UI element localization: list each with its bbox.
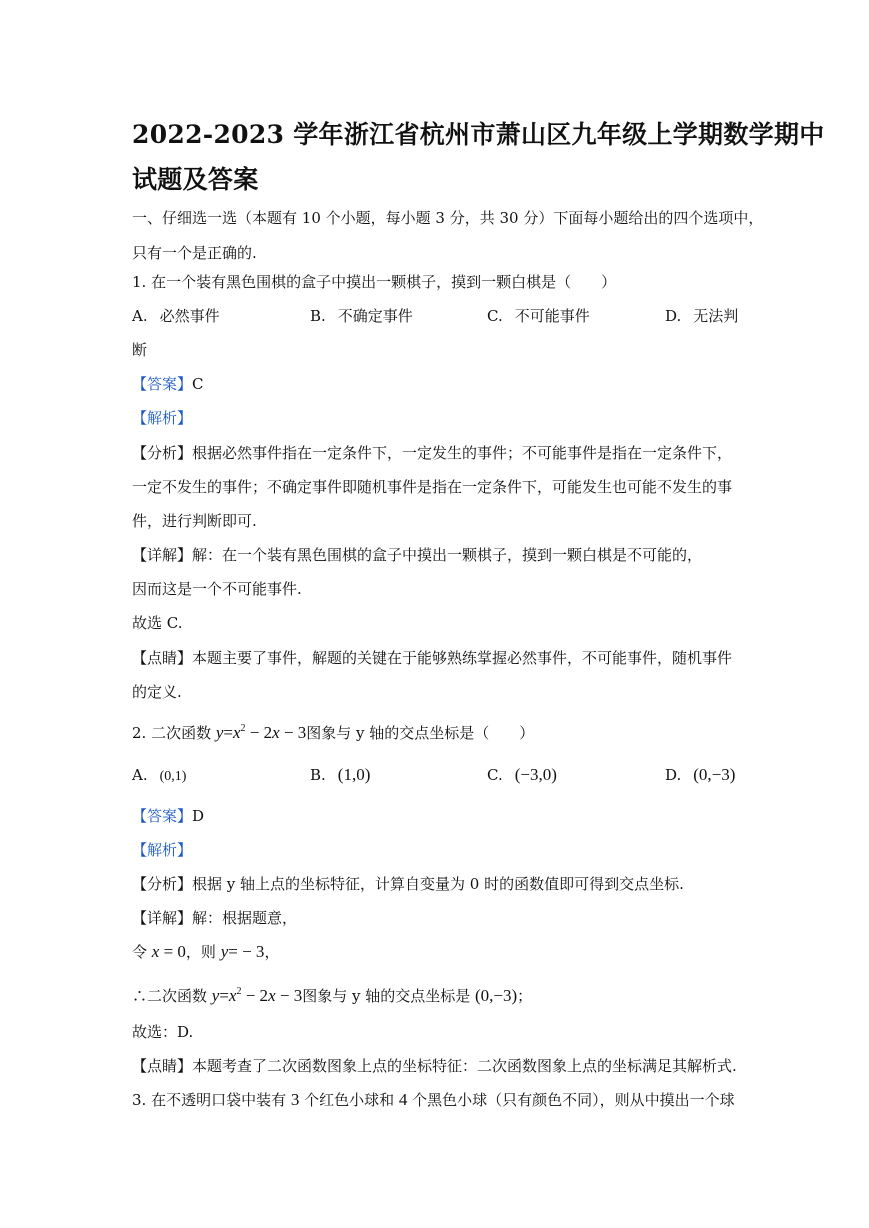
q2-xiangjie-text-1: 解：根据题意，: [192, 909, 298, 927]
document-title-line-2: 试题及答案: [132, 165, 259, 194]
q2-option-a-text: (0,1): [159, 769, 187, 784]
q2-therefore-prefix: ∴二次函数: [132, 987, 212, 1005]
q1-option-b: [310, 306, 413, 326]
q2-answer: [132, 806, 204, 826]
q2-let-x-val: = 0: [159, 942, 186, 961]
q2-option-a: [132, 765, 186, 787]
q2-stem-prefix: 2. 二次函数: [132, 724, 216, 742]
q2-therefore-coord: (0,−3): [474, 986, 518, 1005]
q2-analysis-tag: 【解析】: [132, 841, 193, 859]
q1-fenxi-tag: 【分析】: [132, 444, 193, 462]
q2-therefore-func-y: y: [211, 986, 220, 1005]
q2-option-b-text: (1,0): [337, 765, 371, 784]
q2-let-y-expr: [221, 942, 265, 961]
section-intro-line-1: 一、仔细选一选（本题有 10 个小题，每小题 3 分，共 30 分）下面每小题给出的四个选项中，: [132, 209, 764, 227]
q2-stem-suffix: 图象与 y 轴的交点坐标是（ ）: [306, 724, 535, 742]
q2-xiangjie-line-1: [132, 908, 297, 928]
q1-analysis-tag: 【解析】: [132, 409, 193, 427]
q3-red-count: 3: [290, 1090, 300, 1109]
q2-let-y: y: [220, 942, 229, 961]
q2-func-exp: 2: [240, 723, 246, 734]
q2-func-x: x: [233, 723, 241, 742]
q2-option-d: [665, 765, 735, 785]
q2-option-d-text: (0,−3): [693, 765, 736, 784]
q2-therefore-mid: 图象与 y 轴的交点坐标是: [302, 987, 475, 1005]
q1-dianjing-tag: 【点睛】: [132, 649, 193, 667]
q2-option-c-text: (−3,0): [514, 765, 557, 784]
q2-therefore-suffix: ；: [517, 987, 533, 1005]
q1-dianjing-line-1: [132, 648, 732, 668]
q2-xiangjie-tag: 【详解】: [132, 909, 193, 927]
q1-option-a: [132, 306, 220, 326]
q3-stem-mid: 个红色小球和: [299, 1091, 399, 1109]
q2-dianjing-tag: 【点睛】: [132, 1057, 193, 1075]
q2-let-suffix: ，: [264, 943, 280, 961]
q2-answer-tag: 【答案】: [132, 807, 193, 825]
q1-option-a-label: A.: [132, 307, 148, 325]
q1-option-c-text: 不可能事件: [514, 307, 590, 325]
document-title-line-1: 2022-2023 学年浙江省杭州市萧山区九年级上学期数学期中: [132, 120, 825, 149]
q2-therefore-func-exp: 2: [236, 986, 242, 997]
q3-black-count: 4: [398, 1090, 408, 1109]
q2-therefore-func-rest: − 2: [241, 986, 269, 1005]
q1-answer-tag: 【答案】: [132, 375, 193, 393]
q1-xiangjie-line-2: 因而这是一个不可能事件.: [132, 580, 302, 598]
q2-option-b: [310, 765, 370, 785]
q2-let-prefix: 令: [132, 943, 152, 961]
q2-therefore-line: [132, 982, 532, 1006]
q2-function-formula: [216, 723, 306, 742]
q1-option-d: [665, 306, 738, 326]
q2-fenxi-line-1: [132, 874, 684, 894]
q2-answer-value: D: [192, 807, 205, 825]
q1-dianjing-text-1: 本题主要了事件，解题的关键在于能够熟练掌握必然事件，不可能事件，随机事件: [192, 649, 733, 667]
q1-answer-value: C: [192, 375, 204, 393]
q1-option-b-label: B.: [310, 307, 326, 325]
q1-option-b-text: 不确定事件: [337, 307, 413, 325]
q1-stem: 1. 在一个装有黑色围棋的盒子中摸出一颗棋子，摸到一颗白棋是（ ）: [132, 273, 617, 291]
q2-let-x: x: [151, 942, 160, 961]
q1-fenxi-text-1: 根据必然事件指在一定条件下，一定发生的事件；不可能事件是指在一定条件下，: [192, 444, 733, 462]
q1-option-d-wrap: 断: [132, 341, 148, 359]
q1-option-d-text: 无法判: [693, 307, 739, 325]
q1-option-c-label: C.: [487, 307, 503, 325]
q2-func-x2: x: [272, 723, 280, 742]
q2-therefore-func-x2: x: [268, 986, 276, 1005]
q2-therefore-formula: [212, 986, 302, 1005]
q2-choose: 故选：D.: [132, 1023, 194, 1041]
q2-therefore-func-x: x: [228, 986, 237, 1005]
q1-xiangjie-tag: 【详解】: [132, 546, 193, 564]
q1-answer: [132, 374, 204, 394]
q2-fenxi-tag: 【分析】: [132, 875, 193, 893]
q3-stem-prefix: 3. 在不透明口袋中装有: [132, 1091, 291, 1109]
q1-fenxi-line-1: [132, 443, 732, 463]
q2-stem: [132, 719, 534, 743]
q2-let-y-val: = − 3: [228, 942, 265, 961]
q2-func-y: y: [215, 723, 224, 742]
q2-let-line: [132, 942, 279, 962]
q2-therefore-func-eq: =: [219, 986, 229, 1005]
q2-let-x-expr: [152, 942, 186, 961]
q2-func-eq: =: [223, 723, 233, 742]
q1-option-a-text: 必然事件: [159, 307, 220, 325]
q1-option-c: [487, 306, 590, 326]
q3-stem: [132, 1090, 735, 1110]
q2-func-const: − 3: [279, 723, 307, 742]
q1-xiangjie-line-1: [132, 545, 702, 565]
q2-option-b-label: B.: [310, 766, 326, 784]
q2-let-mid: ，则: [185, 943, 221, 961]
q2-option-d-label: D.: [665, 766, 682, 784]
q2-option-a-label: A.: [132, 766, 148, 784]
q2-option-c: [487, 765, 557, 785]
q2-therefore-func-const: − 3: [275, 986, 303, 1005]
section-intro-line-2: 只有一个是正确的.: [132, 244, 257, 262]
q1-dianjing-line-2: 的定义.: [132, 683, 182, 701]
q2-option-c-label: C.: [487, 766, 503, 784]
q1-xiangjie-text-1: 解：在一个装有黑色围棋的盒子中摸出一颗棋子，摸到一颗白棋是不可能的，: [192, 546, 703, 564]
q1-choose: 故选 C.: [132, 614, 183, 632]
q2-func-rest: − 2: [245, 723, 273, 742]
q2-fenxi-text-1: 根据 y 轴上点的坐标特征，计算自变量为 0 时的函数值即可得到交点坐标.: [192, 875, 684, 893]
q3-stem-suffix: 个黑色小球（只有颜色不同），则从中摸出一个球: [407, 1091, 735, 1109]
q2-dianjing-text-1: 本题考查了二次函数图象上点的坐标特征：二次函数图象上点的坐标满足其解析式.: [192, 1057, 737, 1075]
q2-dianjing-line-1: [132, 1056, 737, 1076]
q1-option-d-label: D.: [665, 307, 682, 325]
q1-fenxi-line-2: 一定不发生的事件；不确定事件即随机事件是指在一定条件下，可能发生也可能不发生的事: [132, 478, 733, 496]
q1-fenxi-line-3: 件，进行判断即可.: [132, 512, 257, 530]
